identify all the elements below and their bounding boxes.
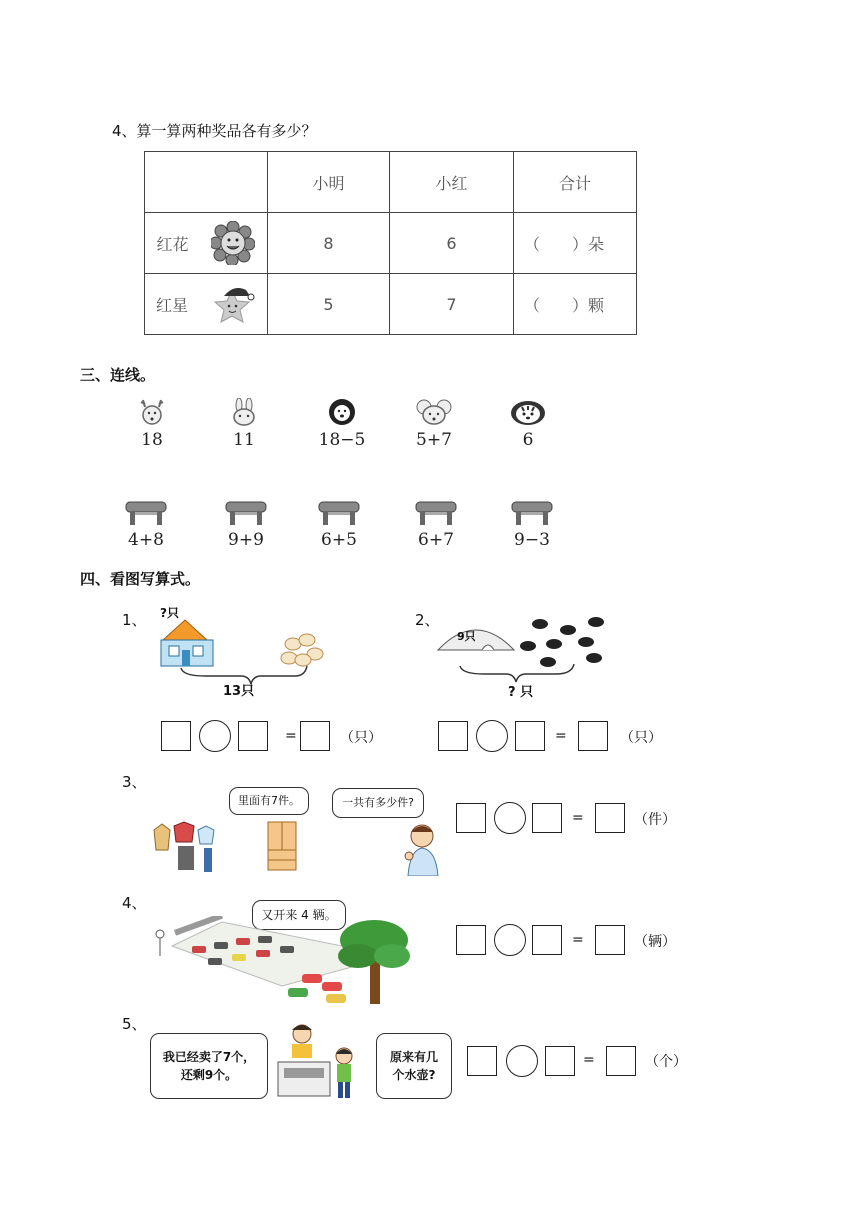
section4-title: 四、看图写算式。: [80, 570, 201, 588]
p5-bubble-1-line-2: 还剩9个。: [180, 1068, 238, 1082]
p5-picture: [272, 1022, 372, 1102]
p1-question: ?只: [160, 606, 179, 620]
section3-title: 三、连线。: [80, 366, 156, 384]
p5-bubble-2-line-2: 个水壶?: [392, 1068, 436, 1082]
counter-icon: [278, 1062, 330, 1096]
p4-operator-circle[interactable]: [494, 924, 526, 956]
stool-icon: [414, 500, 458, 526]
flower-label: 红花: [156, 234, 189, 254]
row-star-label: [145, 274, 268, 335]
seller-icon: [292, 1025, 312, 1058]
header-total: 合计: [514, 152, 637, 213]
p3-answer-box-3[interactable]: [595, 803, 625, 833]
stool-icon: [124, 500, 168, 526]
rabbit-icon: [227, 398, 261, 426]
star-label: 红星: [155, 295, 188, 315]
p3-number: 3、: [122, 773, 147, 791]
p2-inside: 9只: [457, 630, 476, 643]
child-icon: [336, 1048, 352, 1098]
tiger-icon: [508, 398, 548, 426]
p4-answer-box-2[interactable]: [532, 925, 562, 955]
p2-equals: =: [555, 728, 567, 744]
p5-number: 5、: [122, 1015, 147, 1033]
p4-bubble: 又开来 4 辆。: [252, 900, 346, 930]
star-xiaohong: 7: [390, 274, 514, 335]
p3-unit: （件）: [634, 812, 676, 828]
flower-xiaohong: 6: [390, 213, 514, 274]
header-xiaohong: 小红: [390, 152, 514, 213]
p5-bubble-1-line-1: 我已经卖了7个，: [162, 1050, 256, 1064]
header-blank: [145, 152, 268, 213]
stool-3: [309, 500, 369, 550]
chicks-black-icon: [520, 617, 604, 667]
p1-answer-box-3[interactable]: [300, 721, 330, 751]
animal-lion: [312, 398, 372, 450]
stool-expr-2: 9+9: [228, 530, 264, 550]
deer-icon: [135, 398, 169, 426]
p4-equals: =: [572, 932, 584, 948]
chicks-icon: [281, 634, 323, 666]
p3-bubble-1: 里面有7件。: [229, 787, 309, 815]
p4-unit: （辆）: [634, 934, 676, 950]
brace: [460, 664, 574, 682]
house-icon: [161, 620, 213, 666]
p2-question: ? 只: [508, 685, 534, 700]
animal-value-5: 6: [522, 430, 534, 450]
animal-value-3: 18−5: [318, 430, 366, 450]
boy-icon: [405, 825, 438, 876]
stool-expr-3: 6+5: [321, 530, 357, 550]
stool-icon: [317, 500, 361, 526]
p1-operator-circle[interactable]: [199, 720, 231, 752]
lion-icon: [322, 398, 362, 426]
p3-answer-box-2[interactable]: [532, 803, 562, 833]
p4-answer-box-1[interactable]: [456, 925, 486, 955]
prize-table: [144, 151, 637, 335]
stool-expr-1: 4+8: [128, 530, 164, 550]
p3-equals: =: [572, 810, 584, 826]
p5-equals: =: [583, 1052, 595, 1068]
tree-icon: [338, 920, 410, 1004]
p2-number: 2、: [415, 611, 440, 629]
stool-icon: [224, 500, 268, 526]
stool-icon: [510, 500, 554, 526]
flower-total: （ ）朵: [514, 213, 637, 274]
wardrobe-icon: [268, 822, 296, 870]
stool-5: [502, 500, 562, 550]
p5-bubble-2-line-1: 原来有几: [389, 1050, 438, 1064]
p1-unit: （只）: [340, 730, 382, 746]
p2-operator-circle[interactable]: [476, 720, 508, 752]
animal-rabbit: [214, 398, 274, 450]
p5-answer-box-1[interactable]: [467, 1046, 497, 1076]
stool-2: [216, 500, 276, 550]
p3-picture: [150, 820, 450, 876]
stool-1: [116, 500, 176, 550]
p2-answer-box-1[interactable]: [438, 721, 468, 751]
star-with-hat-icon: [210, 282, 256, 326]
smiling-flower-icon: [211, 221, 255, 265]
p1-number: 1、: [122, 611, 147, 629]
clothes-icon: [154, 822, 214, 872]
p3-answer-box-1[interactable]: [456, 803, 486, 833]
p4-number: 4、: [122, 894, 147, 912]
p5-answer-box-3[interactable]: [606, 1046, 636, 1076]
flower-xiaoming: 8: [268, 213, 390, 274]
p5-bubble-2: [376, 1033, 452, 1099]
mouse-icon: [414, 398, 454, 426]
animal-value-1: 18: [141, 430, 163, 450]
p4-answer-box-3[interactable]: [595, 925, 625, 955]
row-flower-label: [145, 213, 268, 274]
p2-unit: （只）: [620, 730, 662, 746]
animal-value-2: 11: [233, 430, 255, 450]
p5-operator-circle[interactable]: [506, 1045, 538, 1077]
p5-bubble-1: [150, 1033, 268, 1099]
p5-unit: （个）: [645, 1054, 687, 1070]
p1-answer-box-1[interactable]: [161, 721, 191, 751]
p3-operator-circle[interactable]: [494, 802, 526, 834]
stool-4: [406, 500, 466, 550]
header-xiaoming: 小明: [268, 152, 390, 213]
animal-deer: [122, 398, 182, 450]
p2-answer-box-2[interactable]: [515, 721, 545, 751]
stool-expr-5: 9−3: [514, 530, 550, 550]
p4-picture: [152, 916, 410, 1006]
p1-total: 13只: [223, 684, 255, 699]
stool-expr-4: 6+7: [418, 530, 454, 550]
p3-bubble-2: 一共有多少件?: [332, 788, 424, 818]
henhouse-icon: [438, 630, 514, 650]
animal-mouse: [404, 398, 464, 450]
star-total: （ ）颗: [514, 274, 637, 335]
star-xiaoming: 5: [268, 274, 390, 335]
p5-answer-box-2[interactable]: [545, 1046, 575, 1076]
animal-value-4: 5+7: [416, 430, 452, 450]
p1-answer-box-2[interactable]: [238, 721, 268, 751]
p1-equals: =: [285, 728, 297, 744]
animal-tiger: [498, 398, 558, 450]
p2-answer-box-3[interactable]: [578, 721, 608, 751]
q4-title: 4、算一算两种奖品各有多少？: [112, 122, 317, 140]
